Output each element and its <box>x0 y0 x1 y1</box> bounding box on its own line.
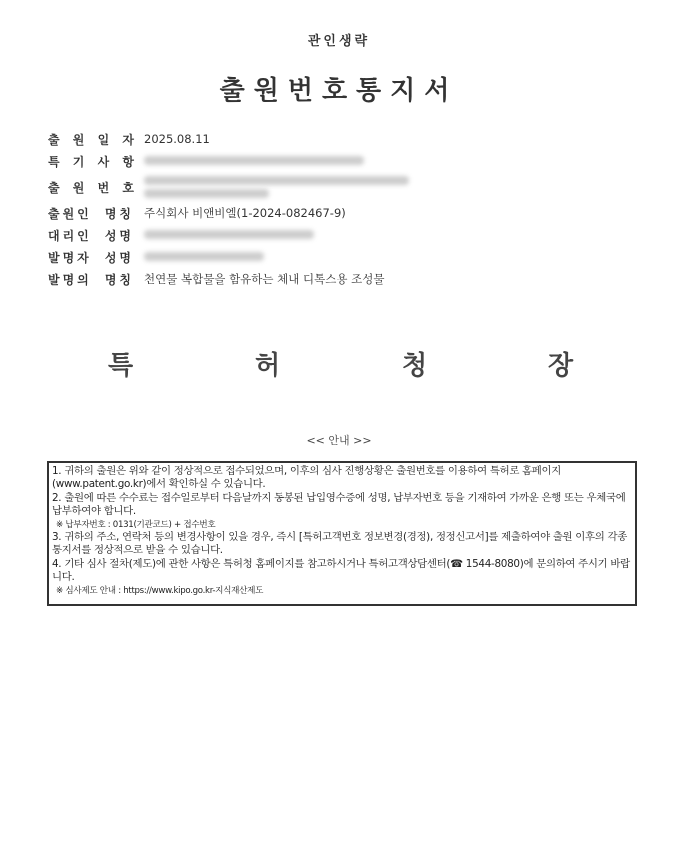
issuer-char: 특 <box>108 351 134 381</box>
issuer-signature <box>0 345 678 385</box>
redaction <box>144 230 314 239</box>
label-char: 원 <box>72 180 85 195</box>
field-applicant <box>48 202 628 224</box>
redaction <box>144 252 264 261</box>
label-char: 기 <box>72 154 85 169</box>
label-char: 출 <box>48 180 60 195</box>
field-application-number <box>48 172 628 202</box>
document-title: 출원번호통지서 <box>219 76 459 106</box>
field-label <box>48 227 134 244</box>
label-char: 항 <box>122 154 134 169</box>
label-text: 대리인 성명 <box>48 228 134 243</box>
issuer-char: 허 <box>255 351 281 381</box>
field-label <box>48 205 134 222</box>
guide-item: 1. 귀하의 출원은 위와 같이 정상적으로 접수되었으며, 이후의 심사 진행상황은 출원번호를 이용하여 특허로 홈페이지(www.patent.go.kr)에서 확인하실 수 있습니다. <box>52 465 562 491</box>
label-char: 특 <box>48 154 60 169</box>
redaction <box>144 189 269 198</box>
redacted-value <box>144 250 264 264</box>
field-filing-date <box>48 128 628 150</box>
label-char: 사 <box>97 154 110 169</box>
field-label <box>48 153 134 170</box>
label-text: 출원인 명칭 <box>48 206 134 221</box>
field-value: 2025.08.11 <box>144 132 210 146</box>
label-text: 발명의 명칭 <box>48 272 134 287</box>
redaction <box>144 156 364 165</box>
label-char: 원 <box>72 132 85 147</box>
field-invention-title <box>48 268 628 290</box>
guide-note: ※ 납부자번호 : 0131(기관코드) + 접수번호 <box>56 519 216 530</box>
field-label <box>48 271 134 288</box>
field-agent <box>48 224 628 246</box>
label-text: 발명자 성명 <box>48 250 134 265</box>
redacted-value <box>144 154 364 168</box>
guide-note: ※ 심사제도 안내 : https://www.kipo.go.kr-지식재산제도 <box>56 585 264 596</box>
guide-item: 3. 귀하의 주소, 연락처 등의 변경사항이 있을 경우, 즉시 [특허고객번호 정보변경(경정), 정정신고서]를 제출하여야 출원 이후의 각종 통지서를 정상적으로 받을 수 있습니다. <box>52 531 627 557</box>
label-char: 출 <box>48 132 60 147</box>
guide-item: 2. 출원에 따른 수수료는 접수일로부터 다음날까지 동봉된 납입영수증에 성명, 납부자번호 등을 기재하여 가까운 은행 또는 우체국에 납부하여야 합니다. <box>52 491 626 518</box>
field-value: 주식회사 비앤비엘(1-2024-082467-9) <box>144 206 346 220</box>
redacted-value <box>144 176 409 198</box>
field-value: 천연물 복합물을 함유하는 체내 디톡스용 조성물 <box>144 272 385 286</box>
field-inventor <box>48 246 628 268</box>
field-label <box>48 131 134 148</box>
redaction <box>144 176 409 185</box>
field-remarks <box>48 150 628 172</box>
guide-heading: << 안내 >> <box>306 434 372 447</box>
label-char: 일 <box>97 132 110 147</box>
label-char: 호 <box>122 180 134 195</box>
issuer-char: 장 <box>548 351 574 381</box>
application-info <box>48 128 628 290</box>
field-label <box>48 179 134 196</box>
label-char: 번 <box>97 180 110 195</box>
seal-omission: 관인생략 <box>307 34 371 49</box>
guide-box <box>47 461 637 606</box>
field-label <box>48 249 134 266</box>
issuer-char: 청 <box>402 351 428 381</box>
guide-item: 4. 기타 심사 절차(제도)에 관한 사항은 특허청 홈페이지를 참고하시거나 특허고객상담센터(☎ 1544-8080)에 문의하여 주시기 바랍니다. <box>52 557 630 584</box>
redacted-value <box>144 228 314 242</box>
label-char: 자 <box>122 132 134 147</box>
